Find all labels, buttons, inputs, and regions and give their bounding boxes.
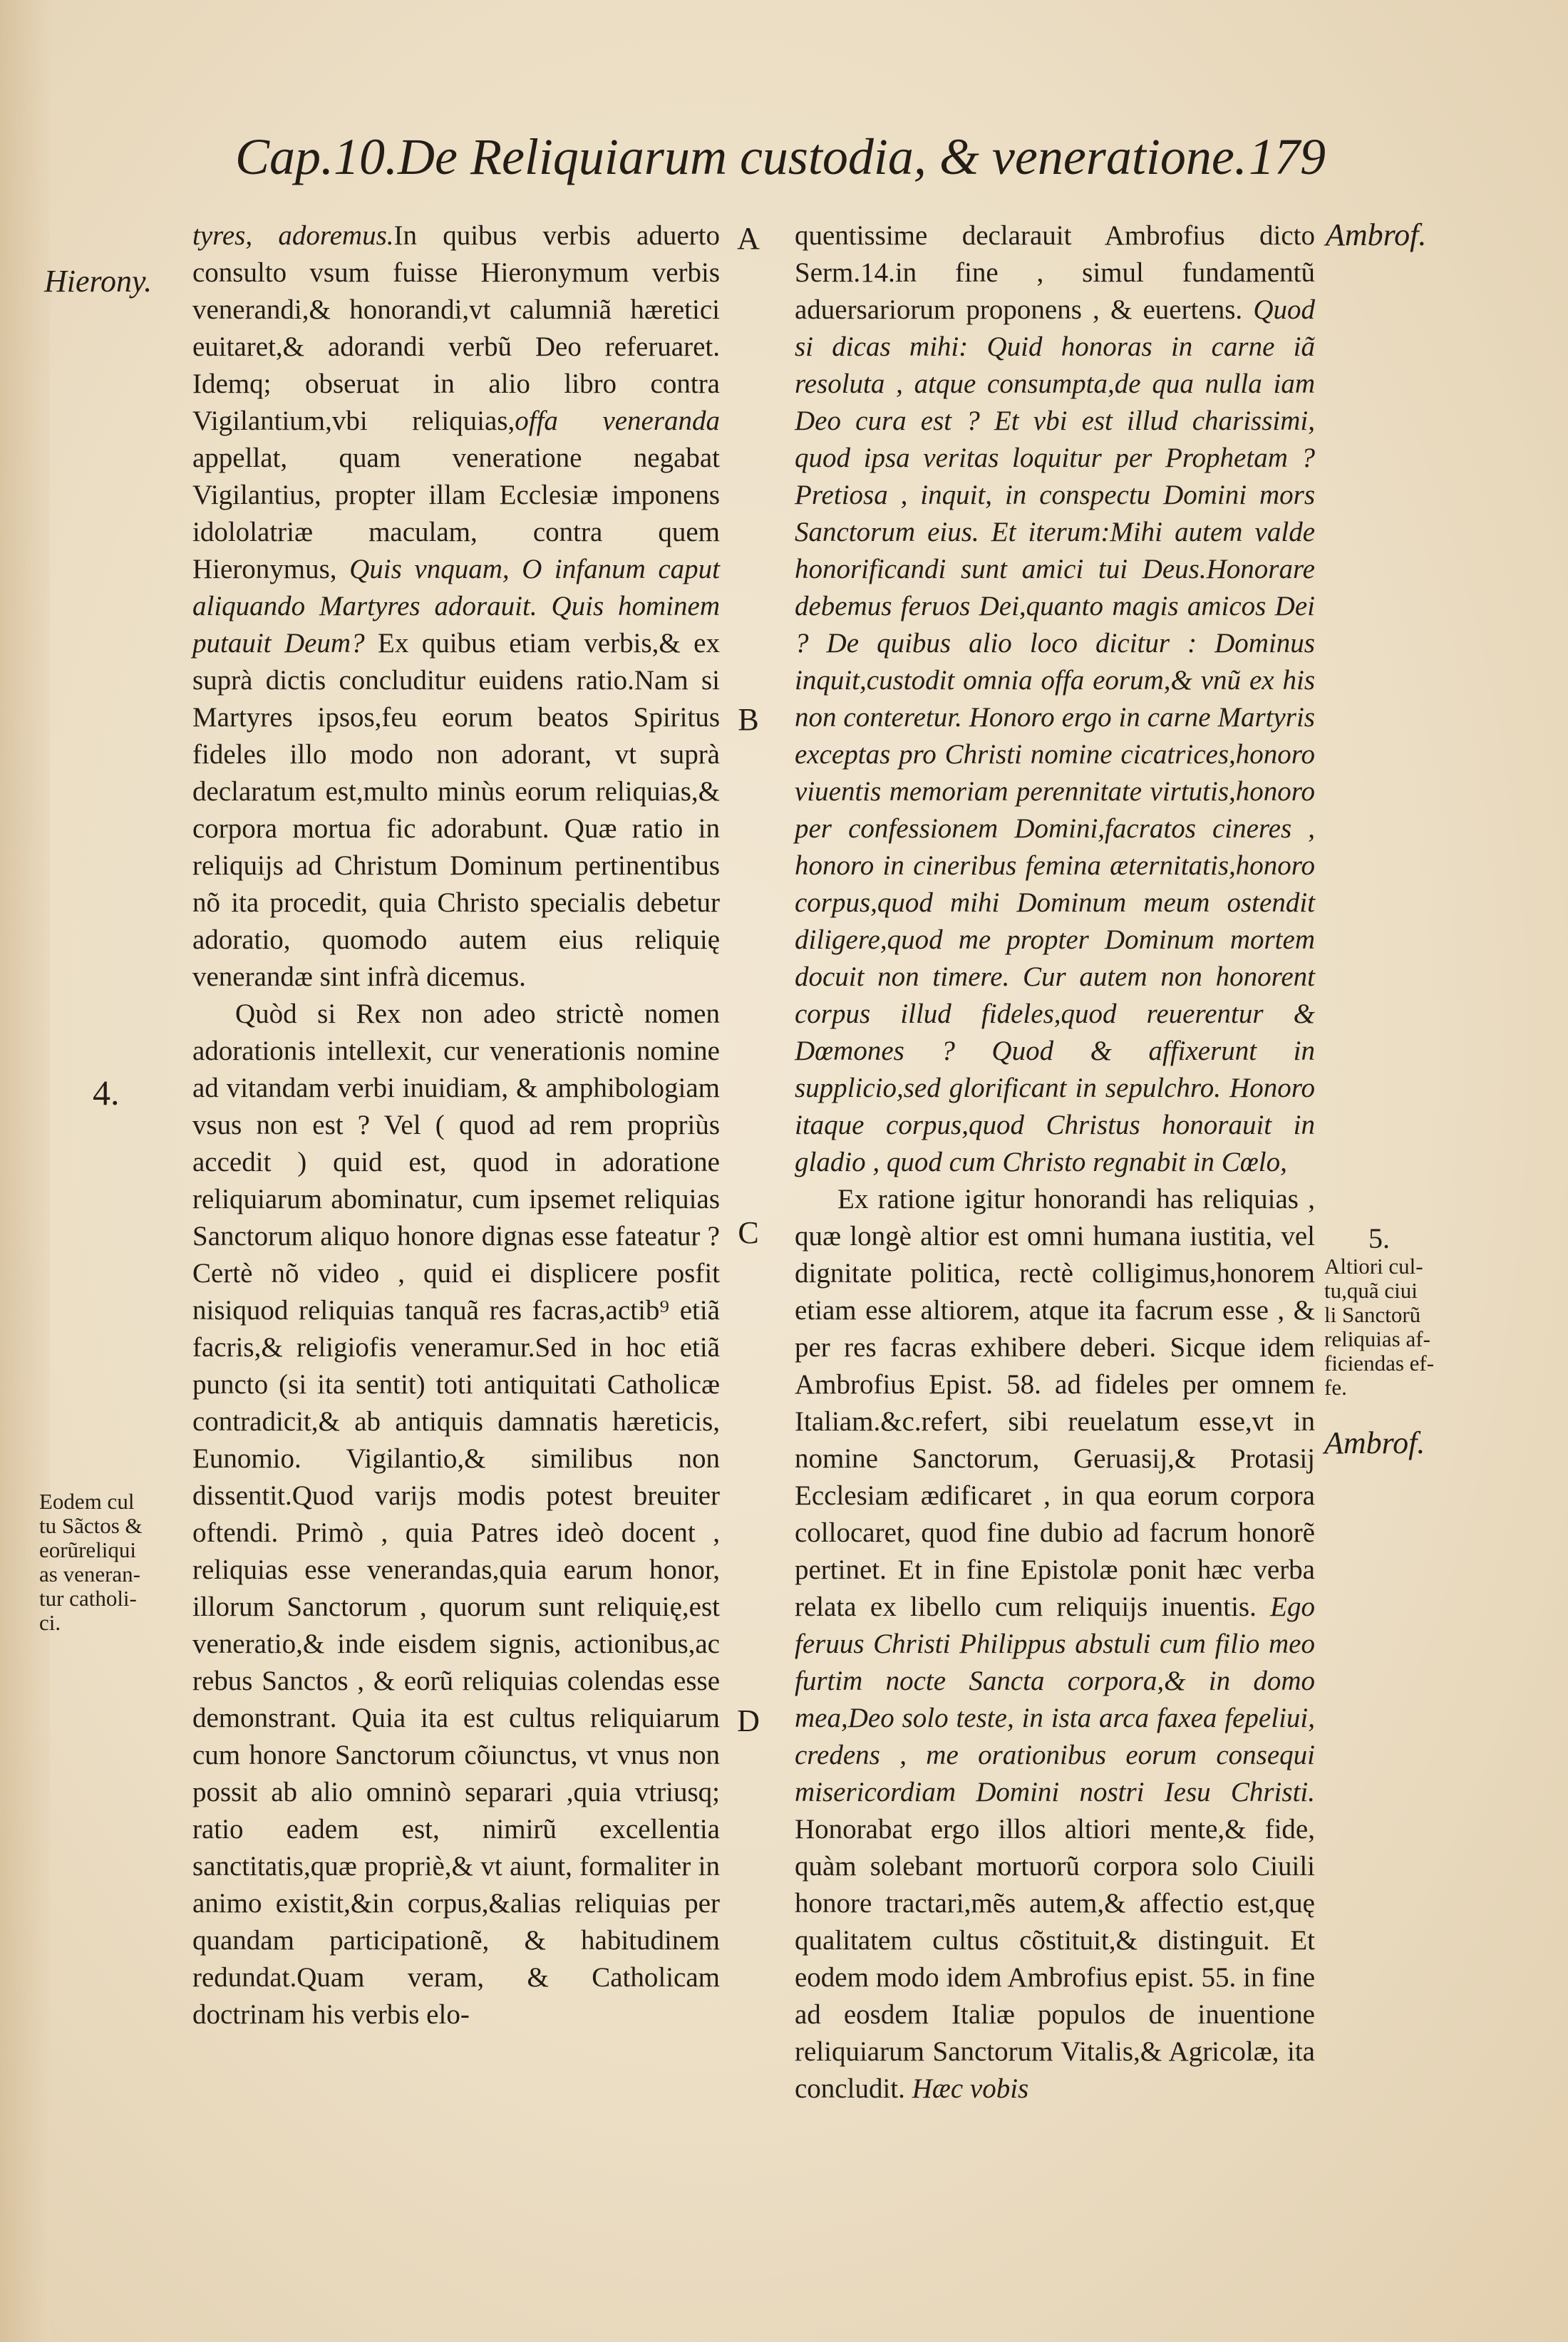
text-run: In quibus verbis aduerto consulto vsum fuisse Hieronymum verbis venerandi,& honorandi,vt calumniã hæretici euitaret,& adorandi verbũ Deo referuaret. Idemq; obseruat in alio libro contra Vigilantium,vbi reliquias, (192, 220, 720, 436)
margin-note-line: ficiendas ef- (1324, 1351, 1435, 1376)
margin-note-line: tu,quã ciui (1324, 1278, 1418, 1303)
text-run: tyres, adoremus. (192, 220, 394, 251)
margin-note-line: Eodem cul (39, 1489, 135, 1514)
margin-note-line: fe. (1324, 1375, 1347, 1400)
left-text-column (192, 217, 720, 2033)
margin-note-line: tu Sãctos & (39, 1513, 143, 1538)
margin-note-line: Altiori cul- (1324, 1254, 1423, 1279)
text-run: Ego feruus Christi Philippus abstuli cum filio meo furtim nocte Sancta corpora,& in domo mea,Deo solo teste, in ista arca faxea fepeliui, credens , me orationibus eorum consequi misericordiam Domini nostri Iesu Christi. (795, 1592, 1315, 1807)
text-run: offa veneranda (515, 406, 720, 436)
margin-name-hieronymus: Hierony. (44, 264, 153, 299)
text-run: Ex ratione igitur honorandi has reliquias , quæ longè altior est omni humana iustitia, vel dignitate politica, rectè colligimus,honorem etiam esse altiorem, atque ita facrum esse , & per res facras exhibere deberi. Sicque idem Ambrofius Epist. 58. ad fideles per omnem Italiam.&c.refert, sibi reuelatum esse,vt in nomine Sanctorum, Geruasij,& Protasij Ecclesiam ædificaret , in qua eorum corpora collocaret, quod fine dubio ad facrum honorẽ pertinet. Et in fine Epistolæ ponit hæc verba relata ex libello cum reliquijs inuentis. (795, 1184, 1315, 1622)
text-run: Quod si dicas mihi: Quid honoras in carne iã resoluta , atque consumpta,de qua nulla iam Deo cura est ? Et vbi est illud charissimi, quod ipsa veritas loquitur per Prophetam ? Pretiosa , inquit, in conspectu Domini mors Sanctorum eius. Et iterum:Mihi autem valde honorificandi sunt amici tui Deus.Honorare debemus feruos Dei,quanto magis amicos Dei ? De quibus alio loco dicitur : Dominus inquit,custodit omnia offa eorum,& vnũ ex his non conteretur. Honoro ergo in carne Martyris exceptas pro Christi nomine cicatrices,honoro viuentis memoriam perennitate virtutis,honoro per confessionem Domini,facratos cineres , honoro in cineribus femina æternitatis,honoro corpus,quod mihi Dominum meum ostendit diligere,quod me propter Dominum mortem docuit non timere. Cur autem non honorent corpus illud fideles,quod reuerentur & Dœmones ? Quod & affixerunt in supplicio,sed glorificant in sepulchro. Honoro itaque corpus,quod Christus honorauit in gladio , quod cum Christo regnabit in Cœlo, (795, 294, 1315, 1177)
margin-note-line: tur catholi- (39, 1586, 137, 1611)
section-number-5: 5. (1368, 1222, 1390, 1254)
text-run: quentissime declarauit Ambrofius dicto Serm.14.in fine , simul fundamentũ aduersariorum proponens , & euertens. (795, 220, 1315, 325)
text-run: Quis vnquam, O infanum caput aliquando Martyres adorauit. Quis hominem putauit Deum? (192, 554, 720, 659)
section-letter-b: B (738, 702, 759, 737)
running-header: Cap.10.De Reliquiarum custodia, & veneratione. (235, 128, 1247, 185)
page-edge-shadow (0, 0, 50, 2342)
section-letter-c: C (738, 1215, 759, 1250)
margin-note-line: eorũreliqui (39, 1537, 137, 1562)
section-letter-a: A (737, 221, 760, 256)
margin-name-ambrosius-bottom: Ambrof. (1324, 1425, 1425, 1460)
margin-note-line: reliquias af- (1324, 1326, 1430, 1351)
text-run: Honorabat ergo illos altiori mente,& fide, quàm solebant mortuorũ corpora solo Ciuili honore tractari,mẽs autem,& affectio est,quę qualitatem cultus cõstituit,& distinguit. Et eodem modo idem Ambrofius epist. 55. in fine ad eosdem Italiæ populos de inuentione reliquiarum Sanctorum Vitalis,& Agricolæ, ita concludit. (795, 1814, 1315, 2104)
margin-note-line: ci. (39, 1610, 61, 1635)
text-run: appellat, quam veneratione negabat Vigilantius, propter illam Ecclesiæ imponens idololatriæ maculam, contra quem Hieronymus, (192, 443, 720, 584)
margin-note-line: as veneran- (39, 1562, 140, 1587)
margin-note-line: li Sanctorũ (1324, 1302, 1421, 1327)
paragraph (192, 217, 720, 996)
paragraph (795, 1181, 1315, 2108)
text-run: Ex quibus etiam verbis,& ex suprà dictis concluditur euidens ratio.Nam si Martyres ipsos,feu eorum beatos Spiritus fideles illo modo non adorant, vt suprà declaratum est,multo minùs eorum reliquias,& corpora mortua fic adorabunt. Quæ ratio in reliquijs ad Christum Dominum pertinentibus nõ ita procedit, quia Christo specialis debetur adoratio, quomodo autem eius reliquię venerandæ sint infrà dicemus. (192, 628, 720, 992)
paragraph (795, 217, 1315, 1181)
text-run: Hæc vobis (912, 2073, 1029, 2104)
page-number: 179 (1249, 128, 1326, 185)
margin-note-right (1324, 1254, 1467, 1400)
paragraph: Quòd si Rex non adeo strictè nomen adorationis intellexit, cur venerationis nomine ad vitandam verbi inuidiam, & amphibologiam vsus non est ? Vel ( quod ad rem propriùs accedit ) quid est, quod in adoratione reliquiarum abominatur, cum ipsemet reliquias Sanctorum aliquo honore dignas esse fateatur ? Certè nõ video , quid ei displicere posfit nisiquod reliquias tanquã res facras,actib⁹ etiã facris,& religiofis veneramur.Sed in hoc etiã puncto (si ita sentit) toti antiquitati Catholicæ contradicit,& ab antiquis damnatis hæreticis, Eunomio. Vigilantio,& similibus non dissentit.Quod varijs modis potest breuiter oftendi. Primò , quia Patres ideò docent , reliquias esse venerandas,quia earum honor, illorum Sanctorum , quorum sunt reliquię,est veneratio,& inde eisdem signis, actionibus,ac rebus Sanctos , & eorũ reliquias colendas esse demonstrant. Quia ita est cultus reliquiarum cum honore Sanctorum cõiunctus, vt vnus non possit ab alio omninò separari ,quia vtriusq; ratio eadem est, nimirũ excellentia sanctitatis,quæ propriè,& vt aiunt, formaliter in animo existit,&in corpus,&alias reliquias per quandam participationẽ, & habitudinem redundat.Quam veram, & Catholicam doctrinam his verbis elo- (192, 999, 720, 2030)
margin-name-ambrosius-top: Ambrof. (1326, 217, 1427, 252)
right-text-column (795, 217, 1315, 2108)
margin-note-left (39, 1490, 182, 1635)
section-letter-d: D (737, 1703, 760, 1738)
section-number-4: 4. (93, 1073, 120, 1113)
